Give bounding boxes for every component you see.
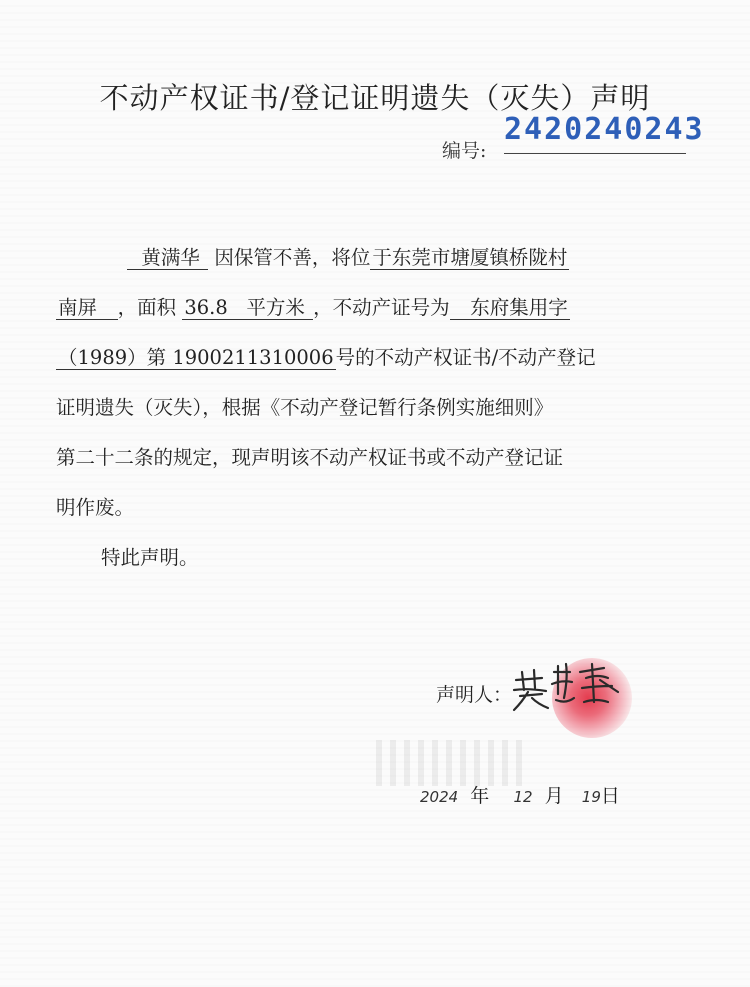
handwritten-signature [508, 658, 628, 718]
faint-bleedthrough [376, 740, 526, 786]
cert-no-part2: （1989）第 1900211310006 [58, 346, 334, 369]
cert-no-part1 [450, 296, 570, 320]
owner-name-text: 黄满华 [141, 246, 200, 269]
statement-line-5: 第二十二条的规定，现声明该不动产权证书或不动产登记证 [56, 446, 564, 469]
statement-line-6: 明作废。 [56, 496, 135, 519]
area-unit: 平方米 [246, 296, 305, 319]
date-year: 2024 [420, 788, 459, 806]
date-month-unit: 月 [544, 785, 564, 807]
signature-block [436, 680, 512, 707]
number-stamp: 2420240243 [504, 112, 705, 147]
address-part2-text: 南屏 [58, 296, 98, 319]
area-label: ，面积 [117, 296, 177, 319]
statement-line-4: 证明遗失（灭失），根据《不动产登记暂行条例实施细则》 [56, 396, 554, 419]
address-part1: 于东莞市塘厦镇桥陇村 [372, 246, 568, 269]
line3-rest: 号的不动产权证书/不动产登记 [335, 346, 596, 369]
closing-text: 特此声明。 [101, 546, 199, 569]
date-year-unit: 年 [470, 785, 490, 807]
area-value: 36.8 [184, 296, 228, 319]
date-day: 19 [581, 788, 601, 806]
cert-no-part1-text: 东府集用字 [470, 296, 568, 319]
document-title: 不动产权证书/登记证明遗失（灭失）声明 [99, 81, 651, 115]
area-field [182, 296, 313, 320]
owner-name [127, 246, 208, 270]
line1-text: 因保管不善，将位 [214, 246, 371, 269]
statement-line-1 [127, 242, 569, 270]
cert-no-label: ，不动产证号为 [313, 296, 450, 319]
address-part2 [56, 296, 118, 320]
date-line [420, 781, 620, 808]
number-underline [504, 153, 686, 154]
signer-label: 声明人： [436, 684, 513, 706]
date-day-unit: 日 [600, 785, 620, 807]
number-label: 编号: [442, 140, 487, 162]
date-month: 12 [513, 788, 533, 806]
statement-line-2 [56, 292, 570, 320]
statement-line-3 [56, 342, 596, 370]
